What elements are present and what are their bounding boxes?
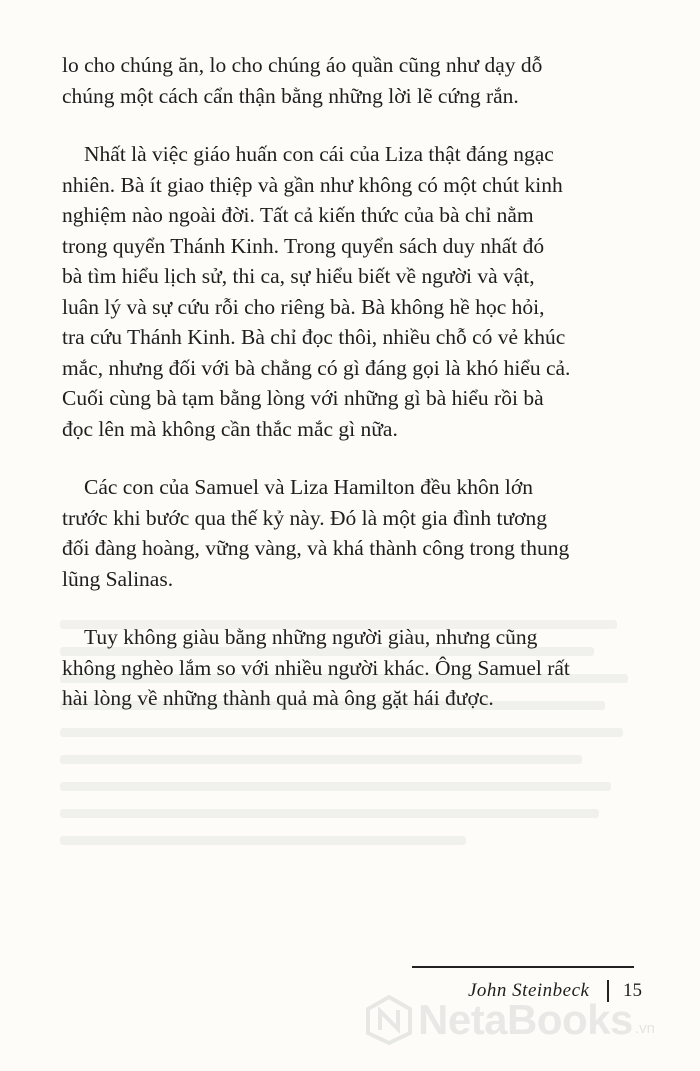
text-line: tra cứu Thánh Kinh. Bà chỉ đọc thôi, nhiều chỗ có vẻ khúc <box>62 325 566 349</box>
ghost-line <box>60 755 582 764</box>
text-line: lo cho chúng ăn, lo cho chúng áo quần cũng như dạy dỗ <box>62 53 543 77</box>
author-name: John Steinbeck <box>468 980 590 1001</box>
ghost-line <box>60 836 466 845</box>
text-line: chúng một cách cẩn thận bằng những lời lẽ cứng rắn. <box>62 83 519 108</box>
text-line: đọc lên mà không cần thắc mắc gì nữa. <box>62 416 398 441</box>
text-line: mắc, nhưng đối với bà chẳng có gì đáng gọi là khó hiểu cả. <box>62 355 571 380</box>
text-line: bà tìm hiểu lịch sử, thi ca, sự hiểu biết về người và vật, <box>62 264 535 288</box>
text-line: không nghèo lắm so với nhiều người khác. Ông Samuel rất <box>62 655 570 680</box>
text-line: đối đàng hoàng, vững vàng, và khá thành công trong thung <box>62 536 570 560</box>
text-line: trong quyển Thánh Kinh. Trong quyển sách duy nhất đó <box>62 233 545 258</box>
ghost-line <box>60 809 599 818</box>
paragraph-1 <box>62 50 638 111</box>
text-line: Nhất là việc giáo huấn con cái của Liza thật đáng ngạc <box>84 142 554 166</box>
text-line: nhiên. Bà ít giao thiệp và gần như không có một chút kinh <box>62 172 563 197</box>
text-line: Cuối cùng bà tạm bằng lòng với những gì bà hiểu rồi bà <box>62 386 544 410</box>
text-line: lũng Salinas. <box>62 566 174 591</box>
text-line: trước khi bước qua thế kỷ này. Đó là một gia đình tương <box>62 505 548 530</box>
paragraph-4 <box>62 622 638 714</box>
watermark <box>366 995 655 1045</box>
text-line: nghiệm nào ngoài đời. Tất cả kiến thức của bà chỉ nằm <box>62 203 534 227</box>
watermark-suffix: .vn <box>634 1019 655 1037</box>
watermark-text: NetaBooks <box>418 996 633 1043</box>
text-line: hài lòng về những thành quả mà ông gặt hái được. <box>62 686 494 710</box>
text-line: luân lý và sự cứu rỗi cho riêng bà. Bà không hề học hỏi, <box>62 294 545 319</box>
text-line: Tuy không giàu bằng những người giàu, nhưng cũng <box>84 625 538 649</box>
netabooks-logo-icon <box>366 995 412 1045</box>
body-text <box>62 50 638 742</box>
paragraph-3 <box>62 472 638 594</box>
page-number: 15 <box>622 980 642 1001</box>
ghost-line <box>60 782 611 791</box>
paragraph-2 <box>62 139 638 444</box>
footer-rule <box>412 966 634 968</box>
text-line: Các con của Samuel và Liza Hamilton đều khôn lớn <box>84 475 534 499</box>
